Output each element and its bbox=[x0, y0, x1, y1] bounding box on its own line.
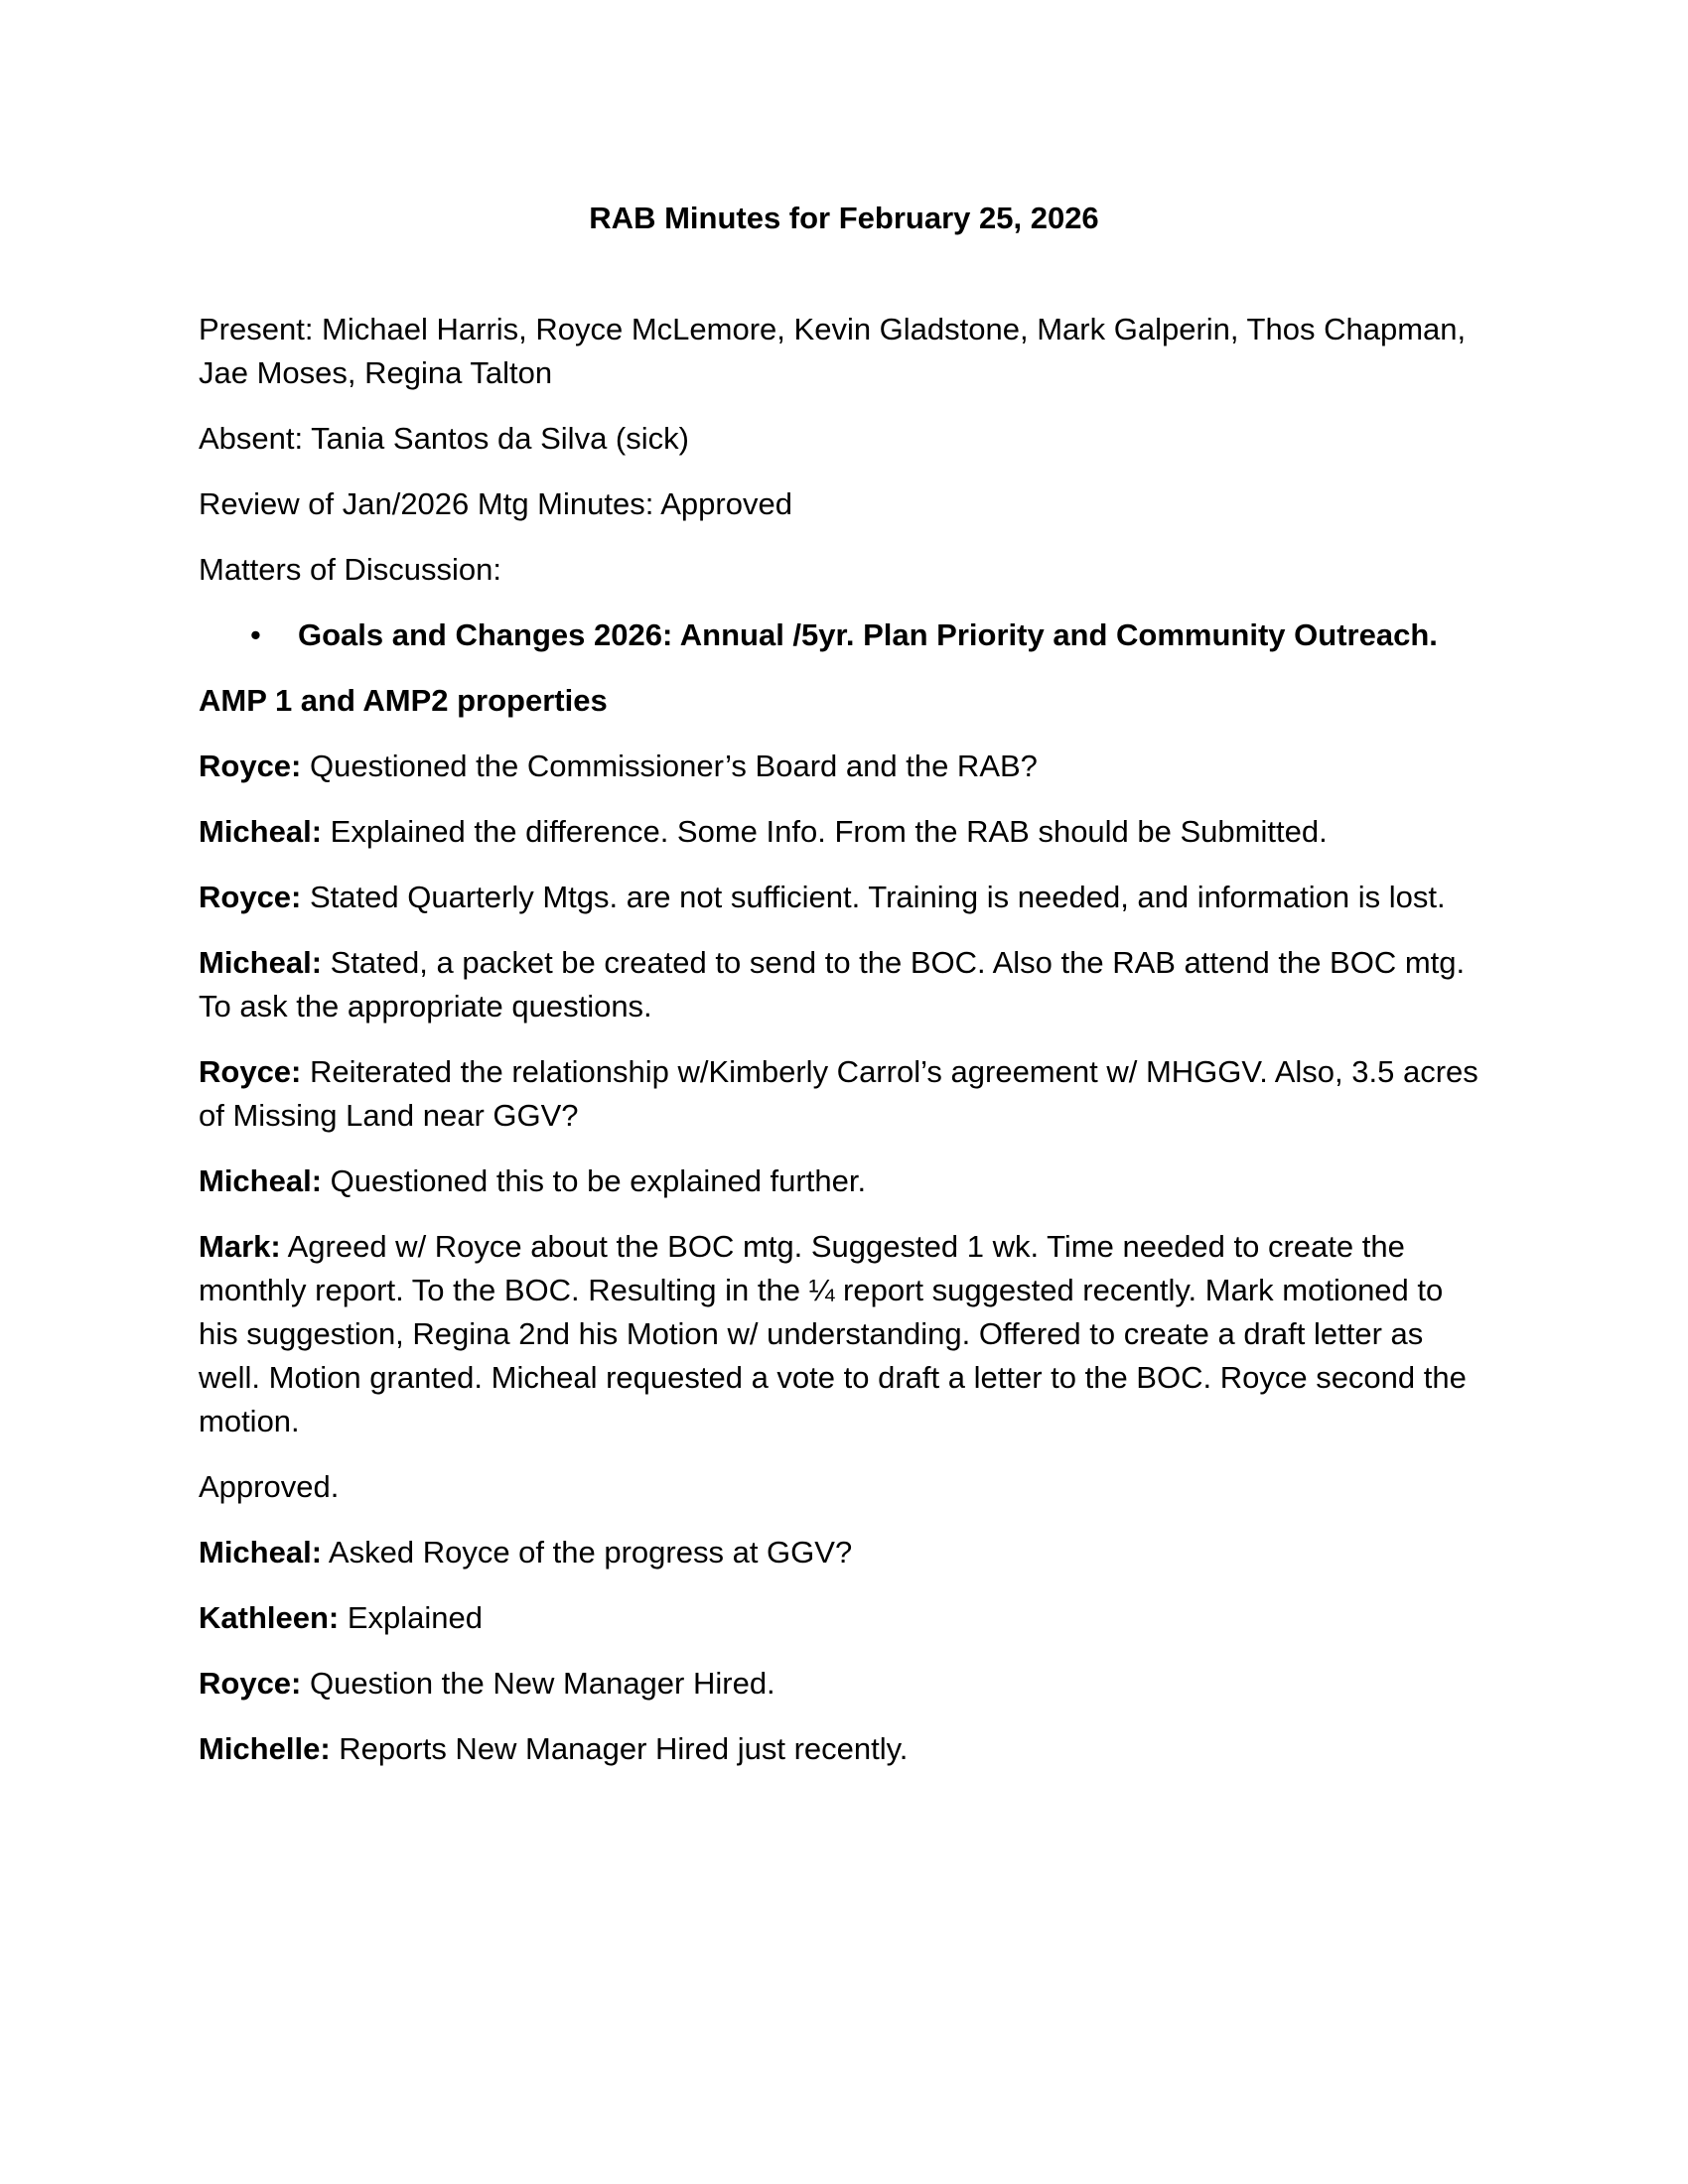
speaker-name: Royce: bbox=[199, 749, 302, 783]
speaker-name: Micheal: bbox=[199, 945, 323, 980]
entry-text: Asked Royce of the progress at GGV? bbox=[322, 1535, 853, 1570]
entry-text: Questioned the Commissioner’s Board and the RAB? bbox=[301, 749, 1038, 783]
minutes-entry bbox=[199, 1596, 1489, 1640]
speaker-name: Micheal: bbox=[199, 1163, 323, 1198]
present-line: Present: Michael Harris, Royce McLemore, Kevin Gladstone, Mark Galperin, Thos Chapman, Jae Moses, Regina Talton bbox=[199, 312, 1467, 390]
speaker-name: Michelle: bbox=[199, 1731, 331, 1766]
minutes-entry bbox=[199, 1727, 1489, 1771]
entry-text: Question the New Manager Hired. bbox=[301, 1666, 775, 1701]
entry-text: Stated, a packet be created to send to the BOC. Also the RAB attend the BOC mtg. To ask the appropriate questions. bbox=[199, 945, 1466, 1024]
speaker-name: Kathleen: bbox=[199, 1600, 340, 1635]
entry-text: Stated Quarterly Mtgs. are not sufficient. Training is needed, and information is lost. bbox=[301, 880, 1446, 914]
speaker-name: Royce: bbox=[199, 1054, 302, 1089]
speaker-name: Micheal: bbox=[199, 814, 323, 849]
minutes-entry bbox=[199, 745, 1489, 788]
entry-text: Reports New Manager Hired just recently. bbox=[330, 1731, 909, 1766]
entry-text: Questioned this to be explained further. bbox=[322, 1163, 867, 1198]
minutes-entry bbox=[199, 810, 1489, 854]
section-heading: AMP 1 and AMP2 properties bbox=[199, 683, 608, 718]
minutes-entry bbox=[199, 1160, 1489, 1203]
speaker-name: Mark: bbox=[199, 1229, 281, 1264]
minutes-entry bbox=[199, 1662, 1489, 1706]
absent-line: Absent: Tania Santos da Silva (sick) bbox=[199, 421, 689, 456]
discussion-bullet-list bbox=[199, 614, 1489, 657]
speaker-name: Royce: bbox=[199, 880, 302, 914]
bullet-text: Goals and Changes 2026: Annual /5yr. Plan Priority and Community Outreach. bbox=[298, 617, 1438, 652]
speaker-name: Micheal: bbox=[199, 1535, 323, 1570]
review-line: Review of Jan/2026 Mtg Minutes: Approved bbox=[199, 486, 792, 521]
discussion-bullet-item bbox=[250, 614, 1489, 657]
minutes-entry bbox=[199, 1531, 1489, 1574]
minutes-entry bbox=[199, 1225, 1489, 1443]
minutes-entry bbox=[199, 1050, 1489, 1138]
entry-text: Explained bbox=[339, 1600, 484, 1635]
bullet-icon: • bbox=[250, 617, 261, 652]
entry-text: Agreed w/ Royce about the BOC mtg. Suggested 1 wk. Time needed to create the monthly report. To the BOC. Resulting in the ¼ report suggested recently. Mark motioned to his suggestion, Regina 2nd his Motion w/ understanding. Offered to create a draft letter as well. Motion granted. Micheal requested a vote to draft a letter to the BOC. Royce second the motion. bbox=[199, 1229, 1467, 1438]
entry-text: Explained the difference. Some Info. From the RAB should be Submitted. bbox=[322, 814, 1328, 849]
matters-label: Matters of Discussion: bbox=[199, 552, 501, 587]
entry-text: Reiterated the relationship w/Kimberly Carrol’s agreement w/ MHGGV. Also, 3.5 acres of Missing Land near GGV? bbox=[199, 1054, 1478, 1133]
minutes-entry bbox=[199, 941, 1489, 1028]
speaker-name: Royce: bbox=[199, 1666, 302, 1701]
document-title: RAB Minutes for February 25, 2026 bbox=[589, 201, 1099, 235]
minutes-entry bbox=[199, 876, 1489, 919]
approved-line: Approved. bbox=[199, 1469, 340, 1504]
